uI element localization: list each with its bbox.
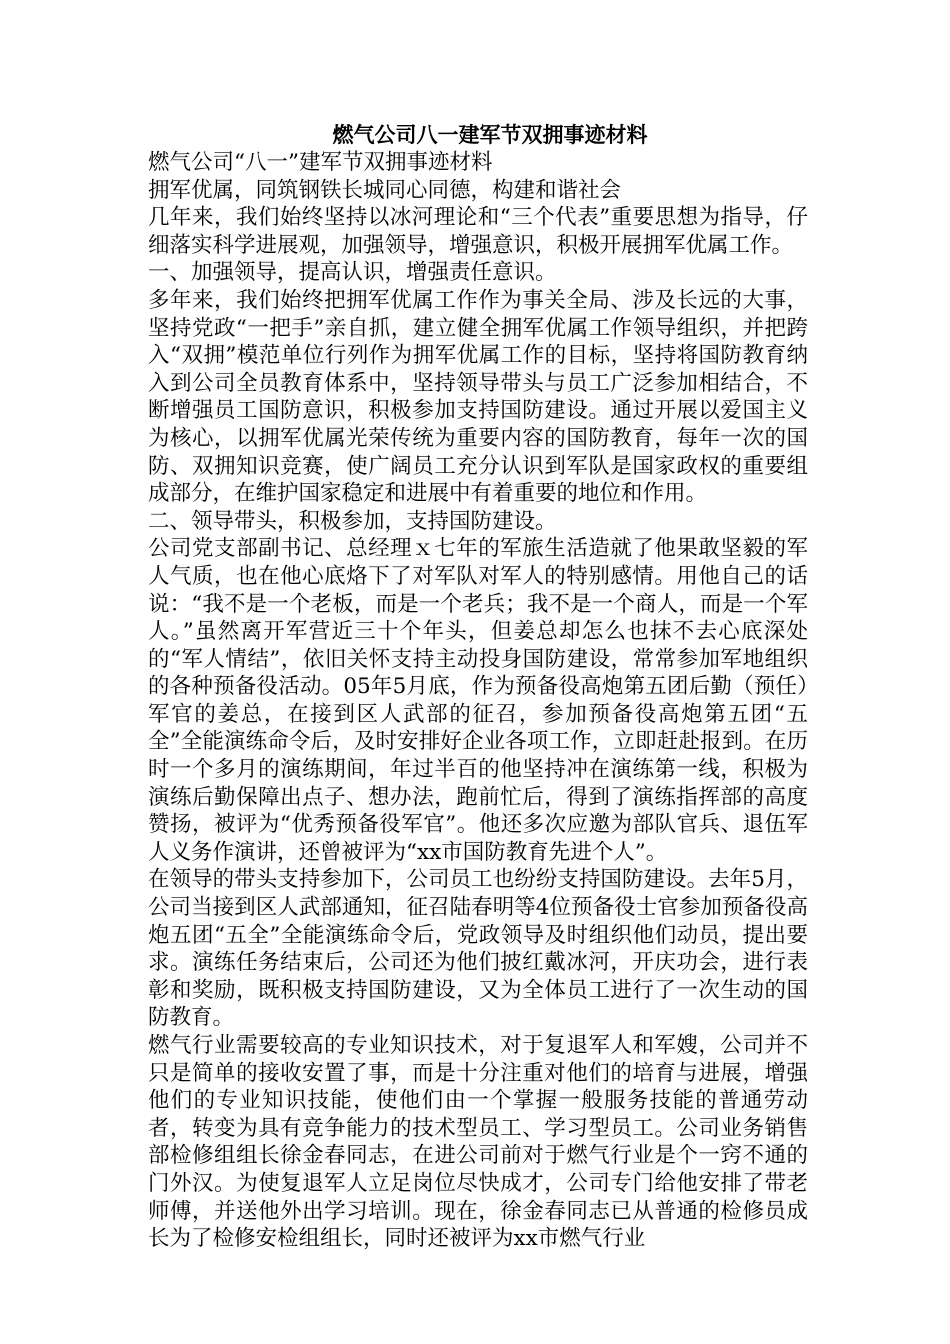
document-page <box>148 121 808 1253</box>
section-heading-2: 二、领导带头，积极参加，支持国防建设。 <box>148 508 557 534</box>
section-heading-1: 一、加强领导，提高认识，增强责任意识。 <box>148 260 557 286</box>
paragraph-slogan: 拥军优属，同筑钢铁长城同心同德，构建和谐社会 <box>148 177 622 203</box>
paragraph-section-2c: 燃气行业需要较高的专业知识技术，对于复退军人和军嫂，公司并不只是简单的接收安置了事，而是十分注重对他们的培育与进展，增强他们的专业知识技能，使他们由一个掌握一般服务技能的普通劳动者，转变为具有竞争能力的技术型员工、学习型员工。公司业务销售部检修组组长徐金春同志，在进公司前对于燃气行业是个一窍不通的门外汉。为使复退军人立足岗位尽快成才，公司专门给他安排了带老师傅，并送他外出学习培训。现在，徐金春同志已从普通的检修员成长为了检修安检组组长，同时还被评为xx市燃气行业 <box>148 1033 808 1252</box>
paragraph-section-2a: 公司党支部副书记、总经理ｘ七年的军旅生活造就了他果敢坚毅的军人气质，也在他心底烙下了对军队对军人的特别感情。用他自己的话说：“我不是一个老板，而是一个老兵；我不是一个商人，而是一个军人。”虽然离开军营近三十个年头，但姜总却怎么也抹不去心底深处的“军人情结”，依旧关怀支持主动投身国防建设，常常参加军地组织的各种预备役活动。05年5月底，作为预备役高炮第五团后勤（预任）军官的姜总，在接到区人武部的征召，参加预备役高炮第五团“五全”全能演练命令后，及时安排好企业各项工作，立即赶赴报到。在历时一个多月的演练期间，年过半百的他坚持冲在演练第一线，积极为演练后勤保障出点子、想办法，跑前忙后，得到了演练指挥部的高度赞扬，被评为“优秀预备役军官”。他还多次应邀为部队官兵、退伍军人义务作演讲，还曾被评为“xx市国防教育先进个人”。 <box>148 536 808 865</box>
paragraph-intro: 几年来，我们始终坚持以冰河理论和“三个代表”重要思想为指导，仔细落实科学进展观，加强领导，增强意识，积极开展拥军优属工作。 <box>148 205 808 258</box>
paragraph-section-1: 多年来，我们始终把拥军优属工作作为事关全局、涉及长远的大事，坚持党政“一把手”亲自抓，建立健全拥军优属工作领导组织，并把跨入“双拥”模范单位行列作为拥军优属工作的目标，坚持将国防教育纳入到公司全员教育体系中，坚持领导带头与员工广泛参加相结合，不断增强员工国防意识，积极参加支持国防建设。通过开展以爱国主义为核心，以拥军优属光荣传统为重要内容的国防教育，每年一次的国防、双拥知识竞赛，使广阔员工充分认识到军队是国家政权的重要组成部分，在维护国家稳定和进展中有着重要的地位和作用。 <box>148 287 808 507</box>
document-title: 燃气公司八一建军节双拥事迹材料 <box>332 123 648 147</box>
paragraph-subtitle: 燃气公司“八一”建军节双拥事迹材料 <box>148 150 493 175</box>
paragraph-section-2b: 在领导的带头支持参加下，公司员工也纷纷支持国防建设。去年5月，公司当接到区人武部通知，征召陆春明等4位预备役士官参加预备役高炮五团“五全”全能演练命令后，党政领导及时组织他们动员，提出要求。演练任务结束后，公司还为他们披红戴冰河，开庆功会，进行表彰和奖励，既积极支持国防建设，又为全体员工进行了一次生动的国防教育。 <box>148 867 808 1031</box>
